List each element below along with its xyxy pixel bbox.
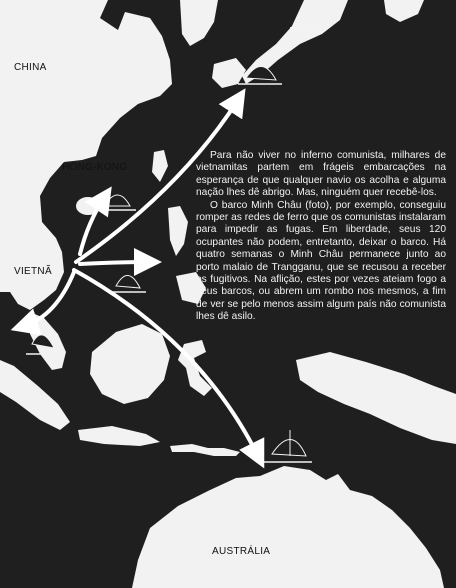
label-vietnam: VIETNÃ <box>14 266 52 277</box>
label-hong-kong: HONG-KONG <box>62 162 128 173</box>
article-paragraph-2: O barco Minh Châu (foto), por exemplo, conseguiu romper as redes de ferro que os comunistas instalaram para impedir as fugas. Em liberdade, seus 120 ocupantes não podem, entretanto, deixar o barco. Há quatro semanas o Minh Châu permanece junto ao porto malaio de Trangganu, que se recusou a receber os fugitivos. Na aflição, estes por vezes ateiam fogo a seus barcos, ou abrem um rombo nos mesmos, a fim de ver se pelo menos assim algum país não comunista lhes dê asilo. <box>196 199 446 323</box>
label-japan: JAPAO <box>288 26 322 37</box>
article-text <box>196 150 446 324</box>
label-australia: AUSTRÁLIA <box>212 546 271 557</box>
route-to-philippines <box>80 262 148 264</box>
label-china: CHINA <box>14 62 47 73</box>
article-paragraph-1: Para não viver no inferno comunista, milhares de vietnamitas partem em frágeis embarcações na esperança de que qualquer navio os acolha e alguma nação lhes dê abrigo. Mas, ninguém quer recebê-los. <box>196 150 446 199</box>
